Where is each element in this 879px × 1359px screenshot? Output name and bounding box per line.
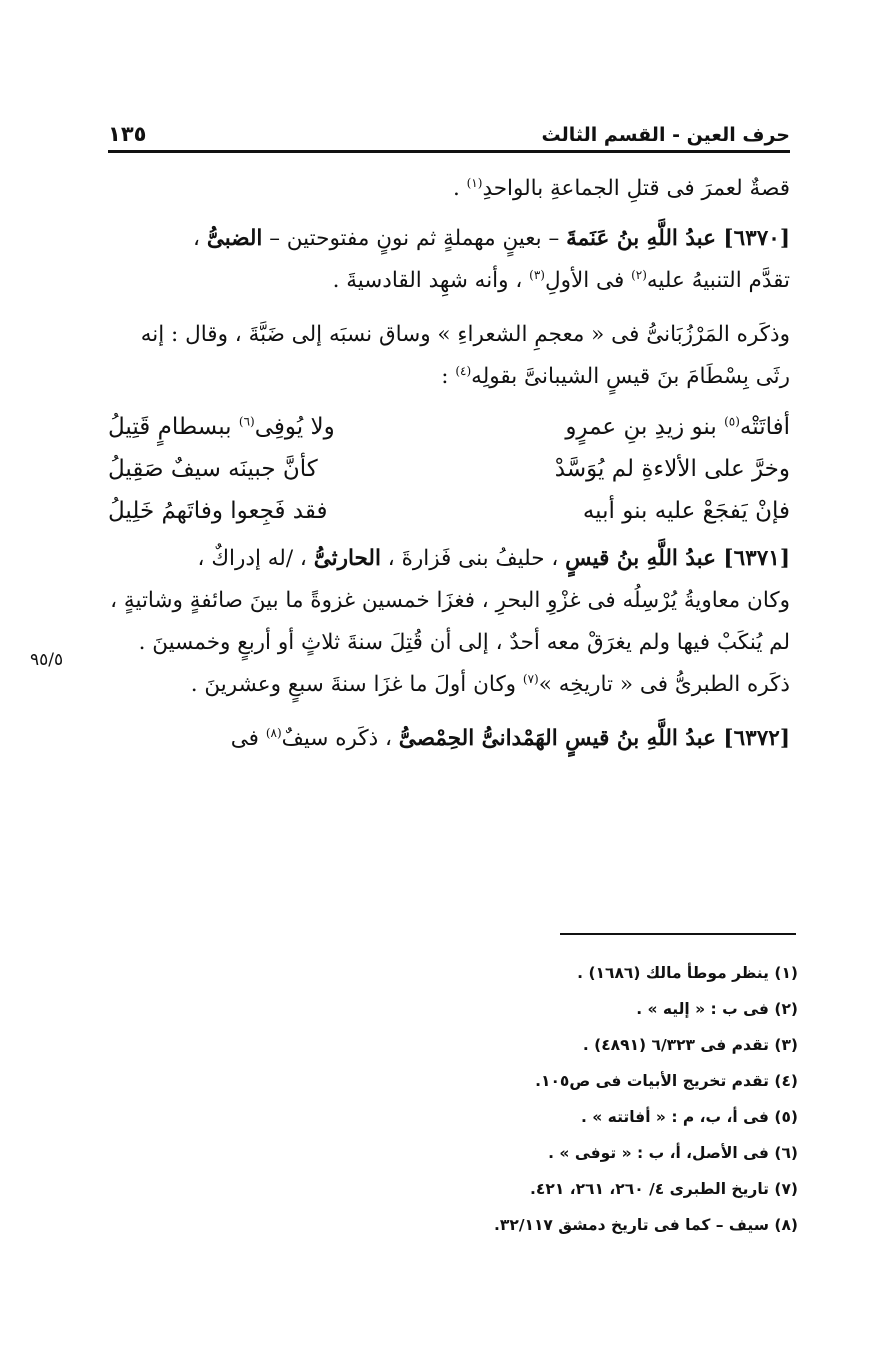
- text-line: [108, 168, 790, 210]
- entry-name: عبدُ اللَّهِ بنُ قيسٍ: [565, 546, 716, 571]
- entry-number: [٦٣٧٠]: [715, 226, 790, 251]
- text-segment: ذكَره الطبرىُّ فى « تاريخِه »: [538, 672, 790, 697]
- paragraph-marzubani: [108, 314, 790, 398]
- text-segment: تقدَّم التنبيهُ عليه: [646, 268, 790, 293]
- entry-6370: [108, 218, 790, 302]
- footnote: (٦) فى الأصل، أ، ب : « توفى » .: [548, 1144, 798, 1162]
- second-hemistich: كأنَّ جبينَه سيفٌ صَقِيلُ: [108, 456, 318, 482]
- text-segment: ، وأنه شهِد القادسيةَ .: [332, 268, 530, 293]
- poem: [108, 406, 790, 532]
- entry-6371: [108, 538, 790, 706]
- text-segment: ببسطامٍ قَتِيلُ: [108, 414, 239, 440]
- second-hemistich: [108, 406, 335, 448]
- footnote-marker: (٣): [529, 267, 545, 282]
- entry-nisba: الحارثىُّ: [313, 546, 381, 571]
- entry-nisba: الضبىُّ: [206, 226, 263, 251]
- first-hemistich: فإنْ يَفجَعْ عليه بنو أبيه: [582, 498, 790, 524]
- text-line: وذكَره المَرْزُبَانىُّ فى « معجمِ الشعراءِ » وساق نسبَه إلى ضَبَّةَ ، وقال : إنه: [140, 322, 790, 347]
- second-hemistich: فقد فَجِعوا وفاتَهمُ خَلِيلُ: [108, 498, 328, 524]
- entry-6372: [108, 718, 790, 760]
- entry-number: [٦٣٧١]: [715, 546, 790, 571]
- header-rule: [108, 150, 790, 153]
- text-segment: :: [441, 364, 456, 389]
- text-segment: ، ذكَره سيفٌ: [281, 726, 399, 751]
- main-text: [108, 168, 790, 772]
- text-line: وكان معاويةُ يُرْسِلُه فى غزْوِ البحرِ ، فغزَا خمسين غزوةً ما بينَ صائفةٍ وشاتيةٍ ،: [110, 588, 790, 613]
- text-line: [108, 260, 790, 302]
- footnote: (٢) فى ب : « إليه » .: [636, 1000, 798, 1018]
- text-line: لم يُنكَبْ فيها ولم يغرَقْ معه أحدٌ ، إلى أن قُتِلَ سنةَ ثلاثٍ أو أربعٍ وخمسينَ .: [138, 630, 790, 655]
- text-line: [108, 356, 790, 398]
- text-segment: وكان أولَ ما غزَا سنةَ سبعٍ وعشرينَ .: [190, 672, 523, 697]
- text-segment: رثَى بِسْطَامَ بنَ قيسٍ الشيبانىَّ بقولِه: [471, 364, 790, 389]
- entry-name: عبدُ اللَّهِ بنُ عَنَمةَ: [566, 226, 716, 251]
- page-number: ١٣٥: [108, 122, 147, 146]
- footnote-marker: (٨): [265, 725, 282, 740]
- verse-line: [108, 448, 790, 490]
- text-segment: – بعينٍ مهملةٍ ثم نونٍ مفتوحتين –: [262, 226, 567, 251]
- paragraph-continuation: [108, 168, 790, 210]
- text-segment: .: [452, 176, 467, 201]
- verse-line: [108, 406, 790, 448]
- margin-reference: ٩٥/٥: [30, 650, 64, 670]
- footnote-marker: (١): [466, 175, 483, 190]
- footnotes: [108, 955, 798, 1243]
- footnote-marker: (٤): [455, 363, 472, 378]
- footnote: (٧) تاريخ الطبرى ٤/ ٢٦٠، ٢٦١، ٤٢١.: [530, 1180, 798, 1198]
- text-segment: ولا يُوفِى: [254, 414, 335, 440]
- entry-name: عبدُ اللَّهِ بنُ قيسٍ الهَمْدانىُّ الحِمْصىُّ: [398, 726, 716, 751]
- footnote-rule: [560, 933, 796, 935]
- running-title: حرف العين - القسم الثالث: [541, 124, 790, 146]
- verse-line: [108, 490, 790, 532]
- footnote: (٤) تقدم تخريج الأبيات فى ص١٠٥.: [535, 1072, 798, 1090]
- footnote-marker: (٦): [238, 414, 255, 429]
- footnote: (٥) فى أ، ب، م : « أفاتته » .: [580, 1108, 798, 1126]
- text-segment: ، حليفُ بنى فَزارةَ ،: [380, 546, 566, 571]
- entry-number: [٦٣٧٢]: [715, 726, 790, 751]
- text-line: [108, 538, 790, 580]
- page-header: [108, 112, 790, 146]
- text-segment: بنو زيدِ بنِ عمرٍو: [565, 414, 725, 440]
- first-hemistich: وخرَّ على الألاءةِ لم يُوَسَّدْ: [554, 456, 790, 482]
- footnote-marker: (٧): [522, 671, 539, 686]
- text-line: [108, 718, 790, 760]
- text-line: [108, 664, 790, 706]
- footnote: (١) ينظر موطأ مالك (١٦٨٦) .: [577, 964, 798, 982]
- text-segment: قصةٌ لعمرَ فى قتلِ الجماعةِ بالواحدِ: [482, 176, 790, 201]
- footnote-marker: (٢): [631, 267, 647, 282]
- text-segment: ، /له إدراكٌ ،: [197, 546, 314, 571]
- text-segment: فى الأولِ: [544, 268, 632, 293]
- text-segment: فى: [230, 726, 266, 751]
- footnote: (٣) تقدم فى ٦/٣٢٣ (٤٨٩١) .: [582, 1036, 798, 1054]
- first-hemistich: [565, 406, 790, 448]
- footnote-marker: (٥): [724, 414, 740, 429]
- text-line: [108, 218, 790, 260]
- footnote: (٨) سيف – كما فى تاريخ دمشق ٣٢/١١٧.: [494, 1216, 798, 1234]
- text-segment: أفاتَتْه: [739, 414, 790, 440]
- text-segment: ،: [193, 226, 207, 251]
